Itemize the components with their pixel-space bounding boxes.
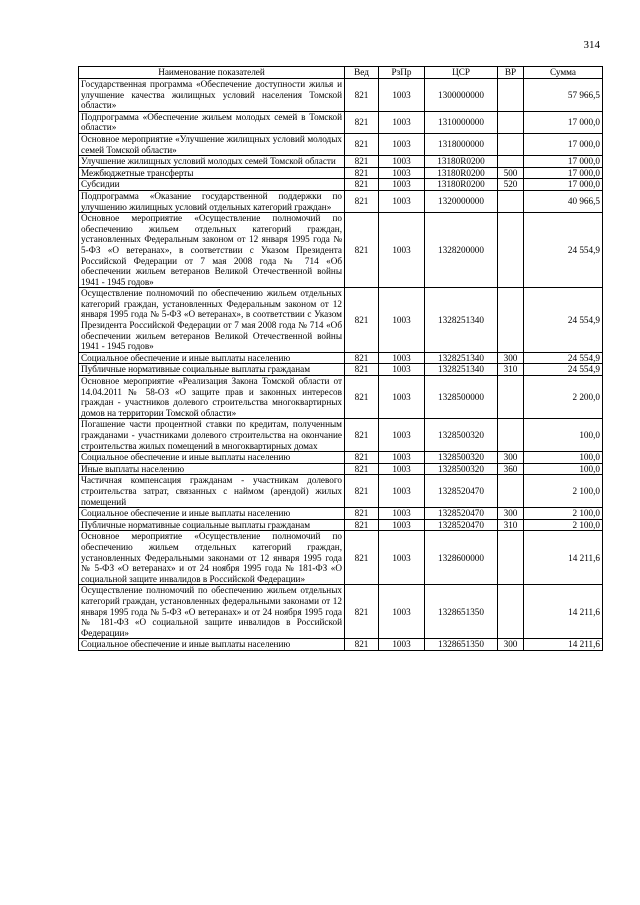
cell-vr: 300: [498, 352, 524, 364]
cell-csr: 1300000000: [425, 79, 498, 112]
cell-ved: 821: [345, 519, 379, 531]
cell-name: Основное мероприятие «Осуществление полномочий по обеспечению жильем отдельных категорий граждан, установленных Федеральными законами от 12 января 1995 года № 5-ФЗ «О ветеранах» и от 24 ноября 1995 года № 181-ФЗ «О социальной защите инвалидов в Российской Федерации»: [79, 531, 345, 585]
cell-name: Социальное обеспечение и иные выплаты населению: [79, 639, 345, 651]
cell-csr: 1328251340: [425, 364, 498, 376]
cell-sum: 100,0: [524, 452, 603, 464]
table-body: [79, 79, 603, 651]
cell-rzpr: 1003: [379, 179, 425, 191]
cell-csr: 1328651350: [425, 639, 498, 651]
cell-name: Социальное обеспечение и иные выплаты населению: [79, 452, 345, 464]
cell-name: Погашение части процентной ставки по кредитам, полученным гражданами - участниками долевого строительства на окончание строительства жилых помещений в многоквартирных домах: [79, 419, 345, 452]
cell-csr: 1328520470: [425, 508, 498, 520]
cell-ved: 821: [345, 585, 379, 639]
cell-csr: 1328500320: [425, 463, 498, 475]
cell-csr: 13180R0200: [425, 156, 498, 168]
cell-vr: [498, 133, 524, 155]
cell-csr: 1328500000: [425, 376, 498, 419]
cell-sum: 2 100,0: [524, 508, 603, 520]
cell-rzpr: 1003: [379, 133, 425, 155]
cell-rzpr: 1003: [379, 463, 425, 475]
cell-name: Иные выплаты населению: [79, 463, 345, 475]
cell-vr: [498, 288, 524, 353]
budget-table: [78, 66, 603, 651]
table-row: [79, 419, 603, 452]
cell-sum: 14 211,6: [524, 531, 603, 585]
cell-name: Субсидии: [79, 179, 345, 191]
header-sum: Сумма: [524, 67, 603, 79]
cell-vr: [498, 419, 524, 452]
cell-rzpr: 1003: [379, 452, 425, 464]
cell-sum: 100,0: [524, 463, 603, 475]
cell-ved: 821: [345, 531, 379, 585]
cell-name: Межбюджетные трансферты: [79, 167, 345, 179]
table-row: [79, 156, 603, 168]
cell-rzpr: 1003: [379, 419, 425, 452]
cell-ved: 821: [345, 508, 379, 520]
cell-name: Подпрограмма «Оказание государственной поддержки по улучшению жилищных условий отдельных категорий граждан»: [79, 190, 345, 212]
header-name: Наименование показателей: [79, 67, 345, 79]
table-row: [79, 508, 603, 520]
cell-csr: 1328251340: [425, 352, 498, 364]
table-row: [79, 639, 603, 651]
cell-vr: [498, 111, 524, 133]
cell-csr: 1328520470: [425, 519, 498, 531]
cell-sum: 2 100,0: [524, 475, 603, 508]
cell-sum: 57 966,5: [524, 79, 603, 112]
cell-rzpr: 1003: [379, 376, 425, 419]
cell-ved: 821: [345, 156, 379, 168]
cell-vr: [498, 475, 524, 508]
cell-csr: 1328200000: [425, 213, 498, 288]
cell-sum: 17 000,0: [524, 179, 603, 191]
cell-csr: 13180R0200: [425, 167, 498, 179]
header-ved: Вед: [345, 67, 379, 79]
cell-csr: 13180R0200: [425, 179, 498, 191]
cell-name: Основное мероприятие «Осуществление полномочий по обеспечению жильем отдельных категорий граждан, установленных Федеральным законом от 12 января 1995 года № 5-ФЗ «О ветеранах», в соответствии с Указом Президента Российской Федерации от 7 мая 2008 года № 714 «Об обеспечении жильем ветеранов Великой Отечественной войны 1941 - 1945 годов»: [79, 213, 345, 288]
cell-ved: 821: [345, 639, 379, 651]
page-number: 314: [583, 39, 600, 51]
table-row: [79, 376, 603, 419]
cell-sum: 17 000,0: [524, 111, 603, 133]
table-row: [79, 79, 603, 112]
table-row: [79, 463, 603, 475]
cell-rzpr: 1003: [379, 531, 425, 585]
cell-rzpr: 1003: [379, 585, 425, 639]
cell-csr: 1310000000: [425, 111, 498, 133]
cell-ved: 821: [345, 475, 379, 508]
cell-vr: [498, 531, 524, 585]
cell-sum: 14 211,6: [524, 585, 603, 639]
cell-sum: 24 554,9: [524, 288, 603, 353]
cell-csr: 1328500320: [425, 419, 498, 452]
cell-rzpr: 1003: [379, 508, 425, 520]
cell-sum: 17 000,0: [524, 167, 603, 179]
cell-name: Государственная программа «Обеспечение доступности жилья и улучшение качества жилищных условий населения Томской области»: [79, 79, 345, 112]
cell-vr: 310: [498, 364, 524, 376]
table-row: [79, 190, 603, 212]
cell-sum: 14 211,6: [524, 639, 603, 651]
table-header-row: [79, 67, 603, 79]
cell-vr: [498, 213, 524, 288]
header-rzpr: РзПр: [379, 67, 425, 79]
cell-rzpr: 1003: [379, 475, 425, 508]
cell-name: Осуществление полномочий по обеспечению жильем отдельных категорий граждан, установленных Федеральным законом от 12 января 1995 года № 5-ФЗ «О ветеранах», в соответствии с Указом Президента Российской Федерации от 7 мая 2008 года № 714 «Об обеспечении жильем ветеранов Великой Отечественной войны 1941 - 1945 годов»: [79, 288, 345, 353]
table-row: [79, 531, 603, 585]
table-row: [79, 364, 603, 376]
cell-rzpr: 1003: [379, 639, 425, 651]
cell-vr: [498, 156, 524, 168]
cell-vr: 360: [498, 463, 524, 475]
cell-ved: 821: [345, 364, 379, 376]
cell-csr: 1318000000: [425, 133, 498, 155]
table-row: [79, 519, 603, 531]
cell-ved: 821: [345, 352, 379, 364]
cell-rzpr: 1003: [379, 352, 425, 364]
table-row: [79, 585, 603, 639]
cell-name: Публичные нормативные социальные выплаты гражданам: [79, 519, 345, 531]
cell-ved: 821: [345, 79, 379, 112]
cell-csr: 1328520470: [425, 475, 498, 508]
table-row: [79, 213, 603, 288]
cell-ved: 821: [345, 463, 379, 475]
cell-name: Публичные нормативные социальные выплаты гражданам: [79, 364, 345, 376]
cell-sum: 24 554,9: [524, 352, 603, 364]
table-row: [79, 475, 603, 508]
cell-sum: 17 000,0: [524, 156, 603, 168]
cell-ved: 821: [345, 452, 379, 464]
header-vr: ВР: [498, 67, 524, 79]
cell-rzpr: 1003: [379, 79, 425, 112]
cell-rzpr: 1003: [379, 364, 425, 376]
cell-rzpr: 1003: [379, 156, 425, 168]
cell-ved: 821: [345, 133, 379, 155]
header-csr: ЦСР: [425, 67, 498, 79]
cell-csr: 1328251340: [425, 288, 498, 353]
cell-name: Основное мероприятие «Улучшение жилищных условий молодых семей Томской области»: [79, 133, 345, 155]
cell-rzpr: 1003: [379, 288, 425, 353]
cell-rzpr: 1003: [379, 190, 425, 212]
cell-csr: 1328600000: [425, 531, 498, 585]
cell-name: Социальное обеспечение и иные выплаты населению: [79, 508, 345, 520]
cell-vr: 300: [498, 508, 524, 520]
cell-vr: 300: [498, 452, 524, 464]
table-row: [79, 352, 603, 364]
cell-rzpr: 1003: [379, 213, 425, 288]
table-row: [79, 111, 603, 133]
cell-sum: 24 554,9: [524, 213, 603, 288]
cell-vr: [498, 79, 524, 112]
cell-sum: 100,0: [524, 419, 603, 452]
cell-vr: 500: [498, 167, 524, 179]
cell-ved: 821: [345, 111, 379, 133]
cell-sum: 40 966,5: [524, 190, 603, 212]
cell-rzpr: 1003: [379, 111, 425, 133]
cell-name: Частичная компенсация гражданам - участникам долевого строительства затрат, связанных с наймом (арендой) жилых помещений: [79, 475, 345, 508]
cell-name: Осуществление полномочий по обеспечению жильем отдельных категорий граждан, установленных федеральными законами от 12 января 1995 года № 5-ФЗ «О ветеранах» и от 24 ноября 1995 года № 181-ФЗ «О социальной защите инвалидов в Российской Федерации»: [79, 585, 345, 639]
cell-sum: 24 554,9: [524, 364, 603, 376]
table-row: [79, 167, 603, 179]
table-row: [79, 452, 603, 464]
cell-ved: 821: [345, 179, 379, 191]
cell-vr: [498, 376, 524, 419]
cell-ved: 821: [345, 376, 379, 419]
cell-ved: 821: [345, 190, 379, 212]
table-row: [79, 133, 603, 155]
table-row: [79, 288, 603, 353]
cell-sum: 2 200,0: [524, 376, 603, 419]
cell-ved: 821: [345, 419, 379, 452]
cell-name: Социальное обеспечение и иные выплаты населению: [79, 352, 345, 364]
table-row: [79, 179, 603, 191]
cell-ved: 821: [345, 167, 379, 179]
cell-csr: 1320000000: [425, 190, 498, 212]
cell-csr: 1328500320: [425, 452, 498, 464]
cell-name: Основное мероприятие «Реализация Закона Томской области от 14.04.2011 № 58-ОЗ «О защите прав и законных интересов граждан - участников долевого строительства многоквартирных домов на территории Томской области»: [79, 376, 345, 419]
cell-vr: [498, 585, 524, 639]
cell-vr: [498, 190, 524, 212]
cell-name: Улучшение жилищных условий молодых семей Томской области: [79, 156, 345, 168]
cell-sum: 2 100,0: [524, 519, 603, 531]
cell-rzpr: 1003: [379, 167, 425, 179]
cell-vr: 520: [498, 179, 524, 191]
cell-rzpr: 1003: [379, 519, 425, 531]
cell-vr: 310: [498, 519, 524, 531]
cell-csr: 1328651350: [425, 585, 498, 639]
cell-vr: 300: [498, 639, 524, 651]
cell-name: Подпрограмма «Обеспечение жильем молодых семей в Томской области»: [79, 111, 345, 133]
cell-ved: 821: [345, 213, 379, 288]
cell-ved: 821: [345, 288, 379, 353]
cell-sum: 17 000,0: [524, 133, 603, 155]
